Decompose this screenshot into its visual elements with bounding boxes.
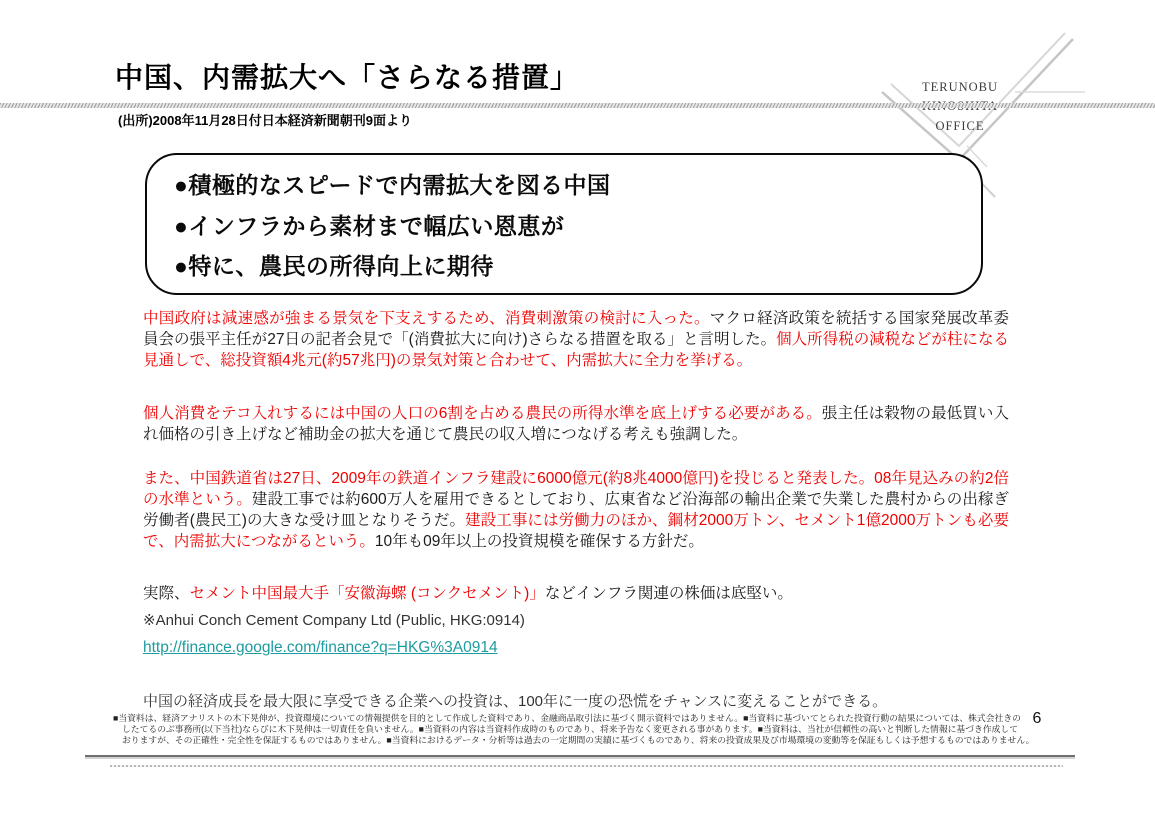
closing-statement: 中国の経済成長を最大限に享受できる企業への投資は、100年に一度の恐慌をチャンスに変えることができる。 xyxy=(143,693,888,710)
text-segment-black: 10年も09年以上の投資規模を確保する方針だ。 xyxy=(374,533,704,550)
highlight-box xyxy=(145,153,983,295)
highlight-bullet: ●インフラから素材まで幅広い恩恵が xyxy=(174,212,565,239)
bottom-rule-primary xyxy=(85,755,1075,757)
text-segment-black: 建設工事では約600万人を雇用できるとしており、広東省など沿海部の輸出企業で失業した農村からの出稼ぎ労働者(農民工)の大きな受け皿となりそうだ。 xyxy=(143,491,1009,529)
text-segment-black: 実際、 xyxy=(143,585,190,602)
text-segment-red: セメント中国最大手「安徽海螺 (コンクセメント)」 xyxy=(189,585,545,602)
body-paragraph-2 xyxy=(143,403,1009,445)
highlight-bullet: ●特に、農民の所得向上に期待 xyxy=(174,253,494,280)
footer-disclaimer xyxy=(113,713,1035,745)
text-segment-red: 建設工事には労働力のほか、鋼材2000万トン、セメント1億2000万トンも必要で、内需拡大につながるという。 xyxy=(143,512,1009,550)
text-segment-red: 個人消費をテコ入れするには中国の人口の6割を占める農民の所得水準を底上げする必要がある。 xyxy=(143,405,822,422)
body-paragraph-1 xyxy=(143,308,1009,371)
disclaimer-line: したてるのぶ事務所(以下当社)ならびに木下晃伸は一切責任を負いません。■当資料の内容は当資料作成時のものであり、将来予告なく変更される事があります。■当資料は、当社が信頼性の高いと判断した情報に基づき作成して xyxy=(122,723,1019,734)
highlight-bullet: ●積極的なスピードで内需拡大を図る中国 xyxy=(174,171,611,198)
text-segment-black: マクロ経済政策を統括する国家発展改革委員会の張平主任が27日の記者会見で「(消費拡大に向け)さらなる措置を取る」と言明した。 xyxy=(143,310,1009,348)
page-number: 6 xyxy=(1032,710,1042,727)
body-paragraph-3 xyxy=(143,468,1009,552)
disclaimer-line: おりますが、その正確性・完全性を保証するものではありません。■当資料におけるデータ・分析等は過去の一定期間の実績に基づくものであり、将来の投資成果及び市場環境の変動等を保証もしくは予想するものではありません。 xyxy=(122,734,1035,745)
stock-finance-link[interactable]: http://finance.google.com/finance?q=HKG%3A0914 xyxy=(143,639,498,656)
text-segment-red: また、中国鉄道省は27日、2009年の鉄道インフラ建設に6000億元(約8兆4000億円)を投じると発表した。08年見込みの約2倍の水準という。 xyxy=(143,470,1009,508)
logo-text-line: OFFICE xyxy=(935,118,985,133)
text-segment-red: 個人所得税の減税などが柱になる見通しで、総投資額4兆元(約57兆円)の景気対策と合わせて、内需拡大に全力を挙げる。 xyxy=(143,331,1009,369)
source-caption: (出所)2008年11月28日付日本経済新聞朝刊9面より xyxy=(118,113,413,128)
page-title: 中国、内需拡大へ「さらなる措置」 xyxy=(115,62,580,93)
body-paragraph-4 xyxy=(143,583,1009,604)
logo-text-line: TERUNOBU xyxy=(921,80,999,94)
header-rule xyxy=(0,103,1155,108)
disclaimer-line: ■当資料は、経済アナリストの木下晃伸が、投資環境についての情報提供を目的として作成した資料であり、金融商品取引法に基づく開示資料ではありません。■当資料に基づいてとられた投資行動の結果については、株式会社きの xyxy=(113,713,1021,723)
text-segment-black: などインフラ関連の株価は底堅い。 xyxy=(544,585,793,602)
bottom-rule-secondary xyxy=(110,765,1063,767)
text-segment-red: 中国政府は減速感が強まる景気を下支えするため、消費刺激策の検討に入った。 xyxy=(143,310,710,327)
stock-note: ※Anhui Conch Cement Company Ltd (Public, HKG:0914) xyxy=(143,612,525,629)
text-segment-black: 張主任は穀物の最低買い入れ価格の引き上げなど補助金の拡大を通じて農民の収入増につなげる考えも強調した。 xyxy=(143,405,1009,443)
